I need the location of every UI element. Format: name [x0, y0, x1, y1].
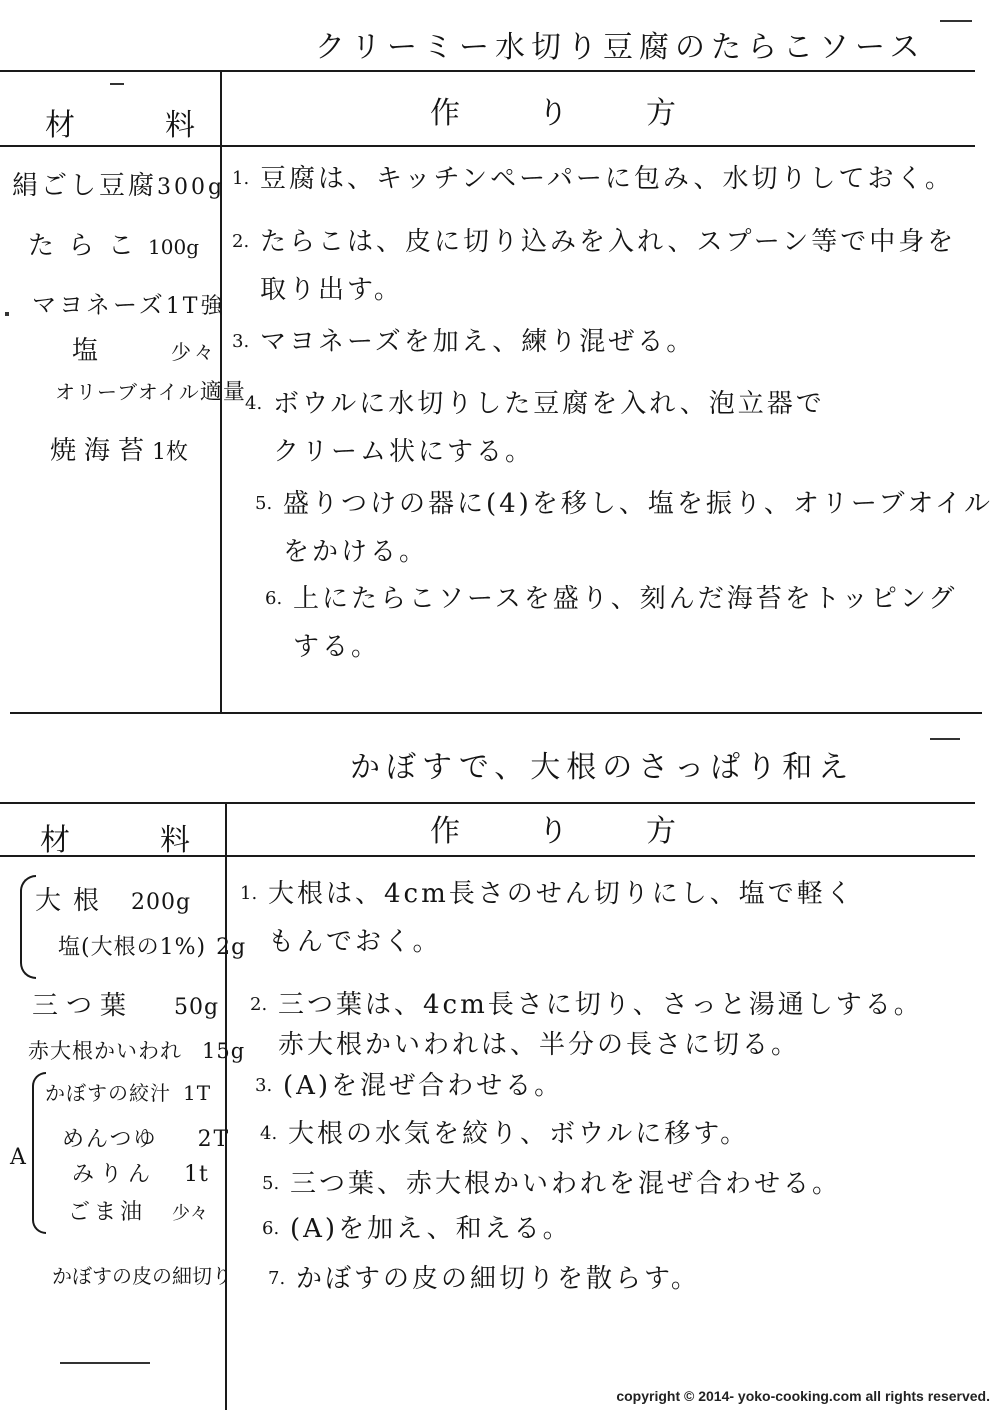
bracket: [32, 1072, 46, 1234]
step-text: マヨネーズを加え、練り混ぜる。: [260, 327, 696, 357]
ingredient-amount: 1T: [183, 1081, 212, 1105]
ingredient-name: 塩(大根の1%): [58, 935, 207, 960]
step-number: 6.: [262, 1218, 280, 1239]
step-number: 2.: [250, 994, 268, 1015]
divider: [0, 145, 975, 147]
step-item: [255, 1062, 995, 1110]
divider: [0, 70, 975, 72]
group-label: A: [10, 1145, 30, 1170]
ingredients-header: 材 料: [45, 108, 225, 143]
column-divider: [225, 804, 227, 1410]
step-text: 大根の水気を絞り、ボウルに移す。: [288, 1119, 750, 1149]
ingredient-amount: 2g: [216, 935, 247, 960]
step-number: 1.: [232, 168, 250, 189]
recipe-2-title: かぼすで、大根のさっぱり和え: [350, 750, 855, 785]
ingredient-item: [72, 1157, 209, 1188]
ingredient-amount: 2T: [197, 1127, 231, 1152]
scan-speck: [110, 83, 124, 85]
ingredient-name: ごま油: [68, 1200, 147, 1225]
ingredient-item: [35, 880, 191, 917]
step-text: する。: [293, 632, 381, 662]
ingredient-item: [72, 330, 217, 367]
step-text: 三つ葉、赤大根かいわれを混ぜ合わせる。: [290, 1169, 842, 1199]
step-item: [255, 480, 995, 576]
scan-speck: [5, 312, 9, 316]
step-text: ボウルに水切りした豆腐を入れ、泡立器で: [273, 389, 825, 419]
ingredient-item: [62, 1122, 230, 1153]
step-item: [268, 1255, 1000, 1303]
step-number: 3.: [255, 1075, 273, 1096]
ingredient-name: オリーブオイル: [55, 380, 200, 404]
method-header: 作 り 方: [430, 96, 700, 131]
step-text: 三つ葉は、4cm長さに切り、さっと湯通しする。: [278, 990, 923, 1020]
step-text: たらこは、皮に切り込みを入れ、スプーン等で中身を: [260, 227, 957, 257]
ingredient-name: かぼすの絞汁: [45, 1081, 171, 1105]
ingredient-item: [45, 1077, 211, 1106]
step-number: 3.: [232, 331, 250, 352]
ingredient-item: かぼすの皮の細切り: [52, 1264, 232, 1288]
ingredient-amount: 少々: [172, 1203, 209, 1224]
step-text: かぼすの皮の細切りを散らす。: [296, 1264, 700, 1294]
step-text: をかける。: [283, 537, 429, 567]
ingredient-amount: 100g: [148, 235, 199, 259]
step-number: 5.: [262, 1173, 280, 1194]
ingredient-amount: 1枚: [152, 440, 189, 465]
ingredient-name: めんつゆ: [62, 1127, 158, 1152]
step-text: 盛りつけの器に(4)を移し、塩を振り、オリーブオイル: [283, 489, 993, 519]
step-item: [232, 318, 972, 366]
step-item: [240, 870, 980, 966]
divider: [0, 802, 975, 804]
step-text: もんでおく。: [268, 927, 442, 957]
step-number: 6.: [265, 588, 283, 609]
step-item: [250, 985, 990, 1065]
ingredient-amount: 50g: [174, 995, 220, 1020]
copyright-notice: copyright © 2014- yoko-cooking.com all rights reserved.: [616, 1388, 990, 1404]
step-number: 4.: [245, 393, 263, 414]
step-text: 豆腐は、キッチンペーパーに包み、水切りしておく。: [260, 164, 954, 194]
ingredients-header: 材 料: [40, 823, 220, 858]
ingredient-item: [12, 165, 225, 202]
ingredient-amount: 1t: [184, 1162, 209, 1187]
step-text: 赤大根かいわれは、半分の長さに切る。: [278, 1030, 801, 1060]
step-item: [262, 1160, 1000, 1208]
step-text: 上にたらこソースを盛り、刻んだ海苔をトッピング: [293, 584, 958, 614]
ingredient-item: [28, 1035, 245, 1065]
ingredient-item: [58, 930, 246, 961]
step-text: 取り出す。: [260, 275, 403, 305]
ingredient-item: [68, 1195, 208, 1226]
bracket: [20, 875, 36, 979]
ingredient-item: [32, 285, 225, 320]
step-number: 5.: [255, 493, 273, 514]
ingredient-name: 大根: [35, 886, 112, 916]
step-item: [265, 575, 1000, 671]
step-text: クリーム状にする。: [273, 437, 535, 467]
ingredient-item: [55, 375, 246, 406]
ingredient-amount: 少々: [171, 340, 218, 364]
ingredient-item: [32, 985, 219, 1022]
step-item: [262, 1205, 1000, 1253]
scan-speck: [940, 20, 972, 22]
step-item: [260, 1110, 1000, 1158]
step-item: [232, 155, 972, 203]
ingredient-name: 赤大根かいわれ: [28, 1039, 182, 1063]
step-item: [232, 218, 972, 314]
ingredient-name: マヨネーズ: [32, 291, 166, 319]
ingredient-name: みりん: [72, 1162, 157, 1187]
ingredient-name: 絹ごし豆腐: [12, 171, 158, 201]
ingredient-name: 塩: [72, 336, 102, 366]
ingredient-item: [28, 225, 199, 262]
step-text: (A)を加え、和える。: [290, 1214, 572, 1244]
step-number: 7.: [268, 1268, 286, 1289]
step-number: 4.: [260, 1123, 278, 1144]
ingredient-amount: 200g: [131, 890, 192, 915]
step-text: 大根は、4cm長さのせん切りにし、塩で軽く: [268, 879, 855, 909]
scan-speck: [60, 1362, 150, 1364]
step-text: (A)を混ぜ合わせる。: [283, 1071, 564, 1101]
method-header: 作 り 方: [430, 814, 700, 849]
step-item: [245, 380, 985, 476]
ingredient-amount: 1T強: [165, 294, 226, 319]
scan-speck: [930, 738, 960, 740]
ingredient-item: [50, 430, 188, 467]
ingredient-name: 焼海苔: [50, 436, 153, 466]
ingredient-amount: 15g: [202, 1039, 246, 1063]
step-number: 2.: [232, 231, 250, 252]
ingredient-amount: 300g: [157, 175, 226, 200]
recipe-1-title: クリーミー水切り豆腐のたらこソース: [315, 30, 926, 65]
ingredient-name: たらこ: [28, 231, 149, 261]
step-number: 1.: [240, 883, 258, 904]
section-divider: [10, 712, 982, 714]
ingredient-name: 三つ葉: [32, 991, 135, 1021]
ingredient-amount: 適量: [199, 380, 246, 405]
